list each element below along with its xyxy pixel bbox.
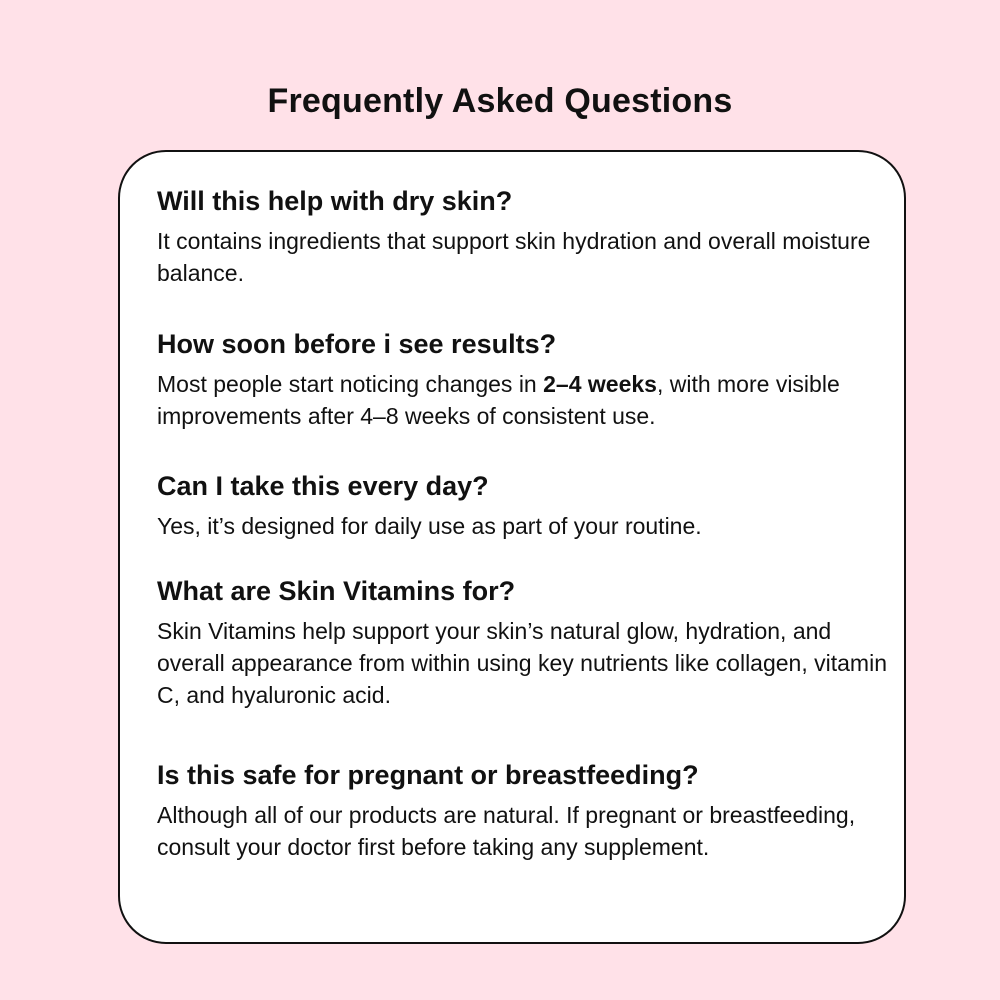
faq-question: Can I take this every day? [157,471,489,501]
faq-question: How soon before i see results? [157,329,557,359]
faq-answer-text: , with more visible improvements after 4–8 weeks of consistent use. [157,371,840,429]
faq-answer: Yes, it’s designed for daily use as part of your routine. [157,513,702,539]
faq-answer: Although all of our products are natural. If pregnant or breastfeeding, consult your doctor first before taking any supplement. [157,802,856,860]
faq-question: What are Skin Vitamins for? [157,576,516,606]
faq-question: Is this safe for pregnant or breastfeeding? [157,760,699,790]
faq-item-dry-skin [157,183,887,289]
faq-answer [157,368,887,432]
page-title: Frequently Asked Questions [267,81,733,120]
faq-answer: It contains ingredients that support skin hydration and overall moisture balance. [157,228,871,286]
faq-card [118,150,906,944]
faq-item-results [157,326,887,432]
faq-item-pregnancy [157,757,887,863]
faq-answer-highlight: 2–4 weeks [543,371,657,397]
faq-question: Will this help with dry skin? [157,186,513,216]
faq-item-skin-vitamins [157,573,887,711]
faq-answer: Skin Vitamins help support your skin’s natural glow, hydration, and overall appearance from within using key nutrients like collagen, vitamin C, and hyaluronic acid. [157,618,887,708]
faq-item-daily-use [157,468,887,542]
faq-answer-text: Most people start noticing changes in [157,371,544,397]
